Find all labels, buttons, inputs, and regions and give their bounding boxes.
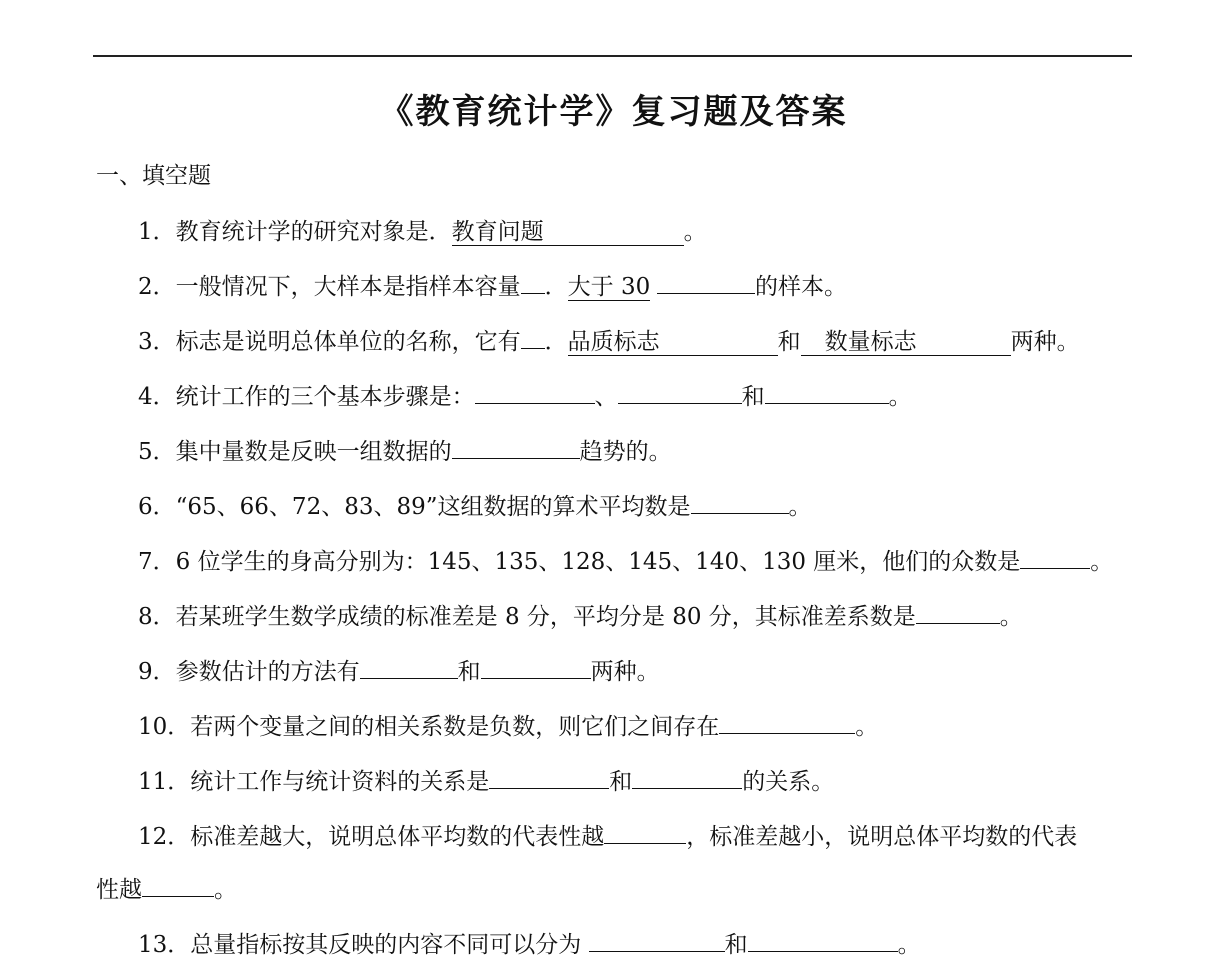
question-text: 。 [888, 384, 912, 410]
question-text: 两种。 [590, 659, 660, 685]
question-number: 11． [138, 769, 191, 795]
question-12-continuation [96, 874, 237, 906]
question-number: 12． [138, 824, 191, 850]
question-9 [138, 656, 660, 688]
question-text: 统计工作与统计资料的关系是 [190, 769, 490, 795]
question-text: 总量指标按其反映的内容不同可以分为 [190, 932, 582, 958]
question-text: 性越 [96, 877, 142, 903]
section-heading: 一、填空题 [96, 163, 211, 189]
question-number: 2． [138, 274, 176, 300]
question-3 [138, 326, 1080, 358]
answer-blank [801, 329, 1011, 356]
question-number: 3． [138, 329, 176, 355]
question-number: 1． [138, 219, 176, 245]
question-text: 。 [999, 604, 1023, 630]
answer-blank [452, 436, 580, 459]
answer-blank [691, 491, 789, 514]
question-text: 参数估计的方法有 [175, 659, 360, 685]
question-text: 。 [1090, 549, 1114, 575]
question-number: 6． [138, 494, 176, 520]
answer-blank [142, 874, 214, 897]
question-text: 若两个变量之间的相关系数是负数，则它们之间存在 [190, 714, 720, 740]
question-text: 的关系。 [742, 769, 835, 795]
answer-blank [481, 656, 591, 679]
question-text: 一般情况下，大样本是指样本容量 [175, 274, 521, 300]
question-text: 若某班学生数学成绩的标准差是 8 分，平均分是 80 分，其标准差系数是 [175, 604, 916, 630]
question-text: 。 [855, 714, 879, 740]
answer-blank [916, 601, 1000, 624]
question-text: 和 [457, 659, 481, 685]
answer-text: 品质标志 [567, 329, 660, 355]
answer-blank [632, 766, 742, 789]
answer-blank [568, 274, 650, 301]
question-text: 和 [609, 769, 633, 795]
question-text: 。 [214, 877, 237, 903]
question-13 [138, 929, 921, 961]
question-text: 和 [741, 384, 765, 410]
question-12 [138, 821, 1077, 853]
answer-blank [604, 821, 686, 844]
question-8 [138, 601, 1023, 633]
question-text: “65、66、72、83、89”这组数据的算术平均数是 [175, 494, 691, 520]
answer-blank [568, 329, 778, 356]
question-5 [138, 436, 672, 468]
question-number: 4． [138, 384, 176, 410]
question-1 [138, 216, 707, 248]
question-10 [138, 711, 878, 743]
question-number: 7． [138, 549, 176, 575]
question-text: 的样本。 [754, 274, 847, 300]
answer-blank [1020, 546, 1090, 569]
answer-blank [765, 381, 889, 404]
question-text: 教育统计学的研究对象是． [175, 219, 452, 245]
question-text: 集中量数是反映一组数据的 [175, 439, 452, 465]
question-text: 标准差越大，说明总体平均数的代表性越 [190, 824, 605, 850]
question-text: 和 [724, 932, 748, 958]
answer-blank [618, 381, 742, 404]
answer-text: 数量标志 [824, 329, 917, 355]
question-text: ． [544, 329, 568, 355]
question-2 [138, 271, 847, 303]
question-text: ，标准差越小，说明总体平均数的代表 [686, 824, 1078, 850]
answer-text: 教育问题 [451, 219, 544, 245]
answer-blank [475, 381, 595, 404]
question-text: 。 [897, 932, 921, 958]
question-11 [138, 766, 834, 798]
question-text: 、 [594, 384, 618, 410]
answer-blank [452, 219, 684, 246]
question-number: 8． [138, 604, 176, 630]
document-title: 《教育统计学》复习题及答案 [379, 92, 848, 132]
question-6 [138, 491, 812, 523]
question-number: 9． [138, 659, 176, 685]
question-number: 13． [138, 932, 191, 958]
question-text: 。 [683, 219, 707, 245]
question-4 [138, 381, 912, 413]
question-text: 标志是说明总体单位的名称，它有 [175, 329, 521, 355]
answer-blank [489, 766, 609, 789]
question-number: 5． [138, 439, 176, 465]
answer-blank [589, 929, 725, 952]
question-text: 趋势的。 [579, 439, 672, 465]
header-rule [93, 55, 1132, 57]
question-text: 统计工作的三个基本步骤是： [175, 384, 475, 410]
question-text: 和 [777, 329, 801, 355]
question-7 [138, 546, 1113, 578]
question-text: 6 位学生的身高分别为：145、135、128、145、140、130 厘米，他们的众数是 [175, 549, 1021, 575]
answer-blank [657, 271, 755, 294]
question-text: 。 [788, 494, 812, 520]
answer-blank [521, 271, 545, 294]
question-text: ． [544, 274, 568, 300]
question-text: 两种。 [1010, 329, 1080, 355]
answer-blank [360, 656, 458, 679]
answer-blank [748, 929, 898, 952]
answer-text: 大于 30 [567, 274, 651, 300]
question-number: 10． [138, 714, 191, 740]
answer-blank [719, 711, 855, 734]
answer-blank [521, 326, 545, 349]
